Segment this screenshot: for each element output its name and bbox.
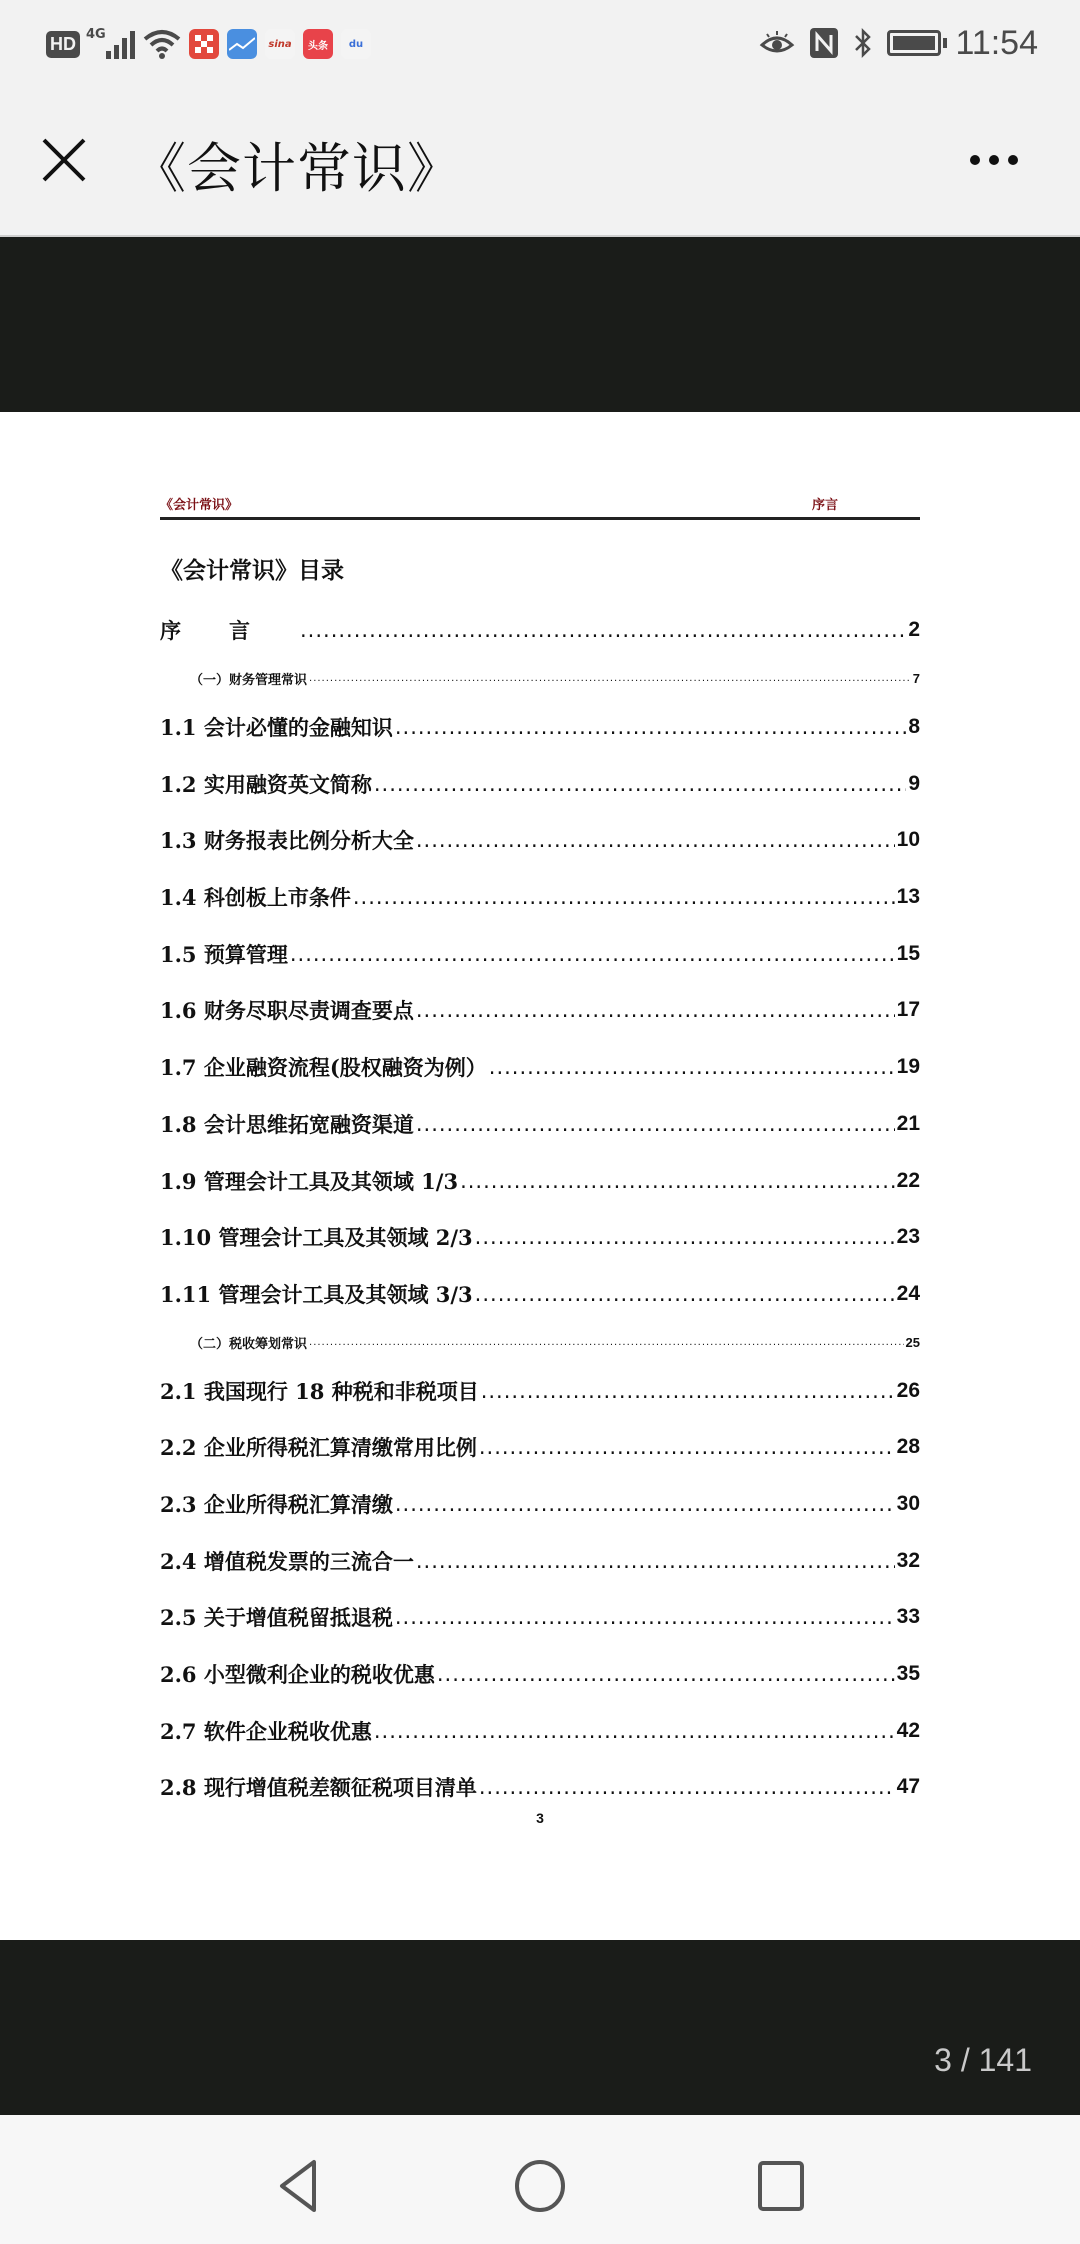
status-bar	[0, 0, 1080, 88]
toc-entry[interactable]: 2.7 软件企业税收优惠 ..... 42	[160, 1702, 920, 1759]
viewer-background-bottom	[0, 1940, 1080, 2115]
toc-entry[interactable]: 1.5 预算管理 ..... 15	[160, 925, 920, 982]
toc-entry[interactable]: 1.8 会计思维拓宽融资渠道 ..... 21	[160, 1096, 920, 1153]
recents-button[interactable]	[746, 2151, 816, 2221]
toc-entry[interactable]: 2.6 小型微利企业的税收优惠 ..... 35	[160, 1646, 920, 1703]
baidu-icon: du	[341, 29, 371, 59]
app-icon-blue-chart	[227, 29, 257, 59]
app-icon-red-checker	[189, 29, 219, 59]
status-right-icons	[759, 20, 1038, 66]
toc-entry[interactable]: 2.4 增值税发票的三流合一 ..... 32	[160, 1532, 920, 1589]
document-page[interactable]	[0, 412, 1080, 1940]
more-options-button[interactable]	[954, 130, 1034, 190]
toc-entry[interactable]: 2.3 企业所得税汇算清缴 ..... 30	[160, 1476, 920, 1533]
toc-entry[interactable]: 2.2 企业所得税汇算清缴常用比例 ..... 28	[160, 1419, 920, 1476]
toc-entry[interactable]: 1.3 财务报表比例分析大全 ..... 10	[160, 812, 920, 869]
hd-voice-icon: HD	[46, 31, 80, 58]
back-icon	[274, 2158, 324, 2214]
toc-entry[interactable]: 1.10 管理会计工具及其领域 2/3 ..... 23	[160, 1209, 920, 1266]
running-head-left: 《会计常识》	[160, 498, 239, 513]
viewer-background-top	[0, 237, 1080, 412]
toc-entry[interactable]: 2.1 我国现行 18 种税和非税项目 ..... 26	[160, 1362, 920, 1419]
clock: 11:54	[955, 23, 1038, 62]
toc-title: 《会计常识》目录	[160, 557, 344, 584]
page-title: 《会计常识》	[132, 137, 462, 200]
page-footer-number: 3	[536, 1810, 544, 1826]
toutiao-icon: 头条	[303, 29, 333, 59]
toc-entry[interactable]: 1.4 科创板上市条件 ..... 13	[160, 869, 920, 926]
battery-icon	[887, 30, 941, 56]
bluetooth-icon	[853, 27, 873, 59]
back-button[interactable]	[264, 2151, 334, 2221]
toc-section-heading[interactable]: （二）税收筹划常识 ..... 25	[160, 1322, 920, 1362]
page-counter: 3 / 141	[934, 2042, 1032, 2078]
more-icon-dot	[989, 155, 999, 165]
toc-entry[interactable]: 2.5 关于增值税留抵退税 ..... 33	[160, 1589, 920, 1646]
sina-weibo-icon: sina	[265, 29, 295, 59]
running-head-right: 序言	[811, 498, 838, 513]
toc-section-heading[interactable]: （一）财务管理常识 ..... 7	[160, 659, 920, 699]
status-left-icons	[46, 24, 371, 64]
cellular-signal-icon: 4G	[88, 29, 135, 59]
table-of-contents	[160, 602, 920, 1816]
close-button[interactable]	[34, 130, 94, 190]
eye-comfort-icon	[759, 29, 795, 57]
toc-entry[interactable]: 序言 ..... 2	[160, 602, 920, 659]
home-button[interactable]	[505, 2151, 575, 2221]
home-icon	[512, 2158, 568, 2214]
nfc-icon	[809, 27, 839, 59]
running-head	[160, 490, 920, 520]
toc-entry[interactable]: 1.2 实用融资英文简称 ..... 9	[160, 755, 920, 812]
system-nav-bar	[0, 2115, 1080, 2244]
toc-entry[interactable]: 1.1 会计必懂的金融知识 ..... 8	[160, 699, 920, 756]
toc-entry[interactable]: 1.9 管理会计工具及其领域 1/3 ..... 22	[160, 1152, 920, 1209]
toc-entry[interactable]: 1.6 财务尽职尽责调查要点 ..... 17	[160, 982, 920, 1039]
toc-entry[interactable]: 1.7 企业融资流程(股权融资为例） ..... 19	[160, 1039, 920, 1096]
recents-icon	[756, 2158, 806, 2214]
toc-entry[interactable]: 2.8 现行增值税差额征税项目清单 ..... 47	[160, 1759, 920, 1816]
wifi-icon	[143, 29, 181, 59]
close-icon	[40, 136, 88, 184]
more-icon-dot	[1008, 155, 1018, 165]
more-icon-dot	[970, 155, 980, 165]
toc-entry[interactable]: 1.11 管理会计工具及其领域 3/3 ..... 24	[160, 1266, 920, 1323]
app-header	[0, 88, 1080, 237]
